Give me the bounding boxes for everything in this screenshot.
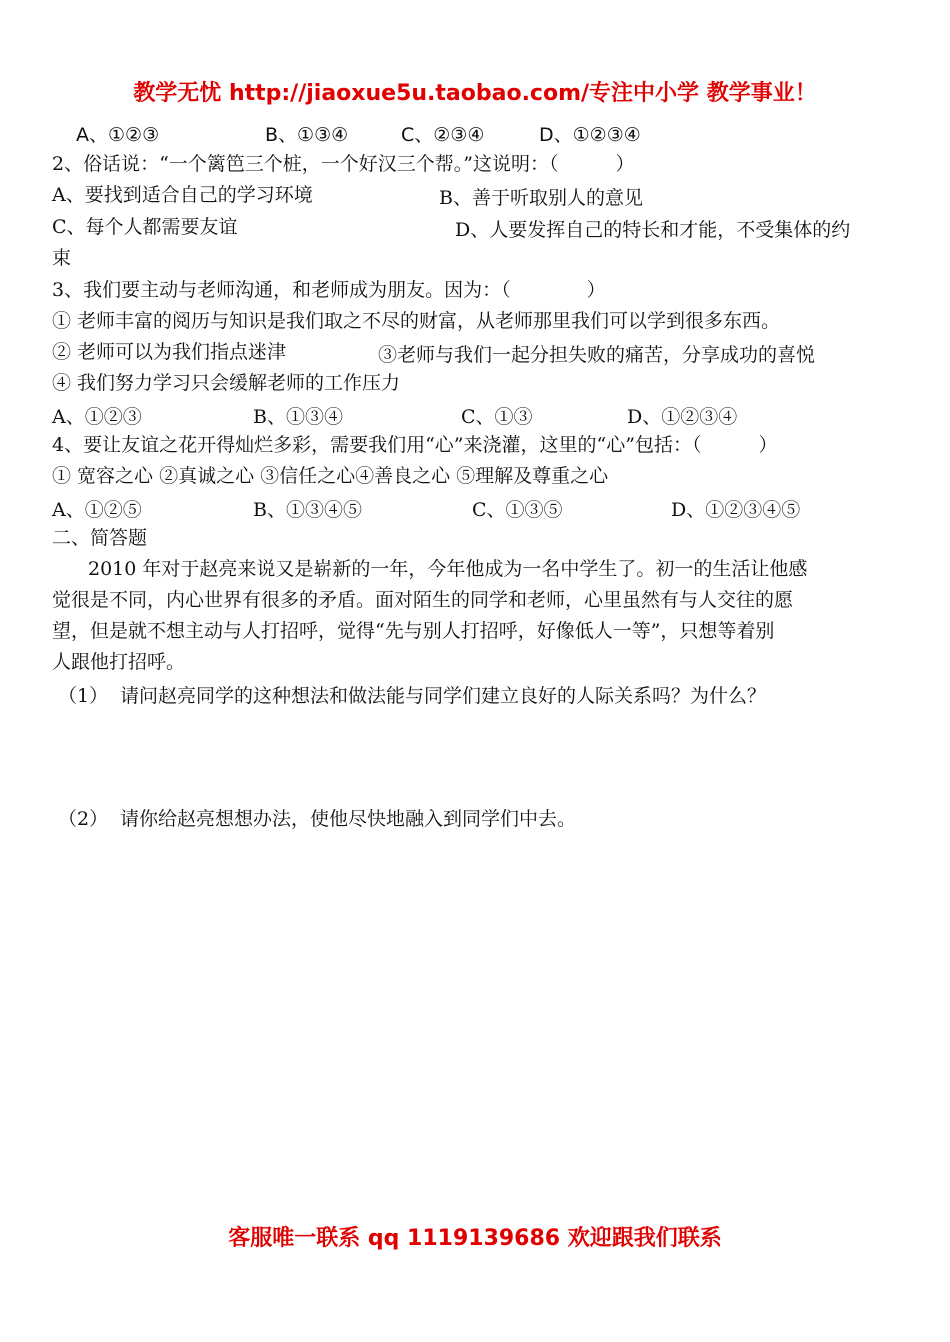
sub-question-1: 请问赵亮同学的这种想法和做法能与同学们建立良好的人际关系吗？为什么？ <box>120 685 767 707</box>
passage-line-2: 觉很是不同，内心世界有很多的矛盾。面对陌生的同学和老师，心里虽然有与人交往的愿 <box>52 589 794 611</box>
q4-items: ① 宽容之心 ②真诚之心 ③信任之心④善良之心 ⑤理解及尊重之心 <box>52 465 609 487</box>
q3-item-2: ② 老师可以为我们指点迷津 <box>52 341 287 363</box>
q3-item-4: ④ 我们努力学习只会缓解老师的工作压力 <box>52 372 401 394</box>
header-banner: 教学无忧 http://jiaoxue5u.taobao.com/专注中小学 教学事业！ <box>133 81 817 106</box>
q1-option-b: B、①③④ <box>265 124 349 146</box>
q1-option-d: D、①②③④ <box>539 124 641 146</box>
q4-option-c: C、①③⑤ <box>472 499 563 521</box>
q2-option-c: C、每个人都需要友谊 <box>52 216 238 238</box>
q3-item-1: ① 老师丰富的阅历与知识是我们取之不尽的财富，从老师那里我们可以学到很多东西。 <box>52 310 781 332</box>
q1-option-a: A、①②③ <box>76 124 160 146</box>
q4-stem: 4、要让友谊之花开得灿烂多彩，需要我们用“心”来浇灌，这里的“心”包括：（ ） <box>52 434 778 456</box>
q2-option-a: A、要找到适合自己的学习环境 <box>52 184 313 206</box>
q2-option-b: B、善于听取别人的意见 <box>439 187 643 209</box>
section-title: 二、简答题 <box>52 527 148 549</box>
passage-line-1: 2010 年对于赵亮来说又是崭新的一年，今年他成为一名中学生了。初一的生活让他感 <box>88 558 808 580</box>
q3-option-c: C、①③ <box>461 406 533 428</box>
q2-option-d-cont: 束 <box>52 247 72 269</box>
q3-option-d: D、①②③④ <box>627 406 738 428</box>
q4-option-d: D、①②③④⑤ <box>671 499 801 521</box>
sub-question-1-number: （1） <box>58 685 109 707</box>
passage-line-3: 望，但是就不想主动与人打招呼，觉得“先与别人打招呼，好像低人一等”，只想等着别 <box>52 620 775 642</box>
q4-option-b: B、①③④⑤ <box>253 499 362 521</box>
q3-item-3: ③老师与我们一起分担失败的痛苦，分享成功的喜悦 <box>378 344 816 366</box>
sub-question-2: 请你给赵亮想想办法，使他尽快地融入到同学们中去。 <box>120 808 577 830</box>
q2-option-d: D、人要发挥自己的特长和才能，不受集体的约 <box>455 219 851 241</box>
q2-stem: 2、俗话说：“一个篱笆三个桩，一个好汉三个帮。”这说明：（ ） <box>52 153 635 175</box>
q3-option-b: B、①③④ <box>253 406 343 428</box>
q3-option-a: A、①②③ <box>52 406 142 428</box>
sub-question-2-number: （2） <box>58 808 109 830</box>
q3-stem: 3、我们要主动与老师沟通，和老师成为朋友。因为：（ ） <box>52 279 606 301</box>
q1-option-c: C、②③④ <box>401 124 485 146</box>
passage-line-4: 人跟他打招呼。 <box>52 651 186 673</box>
footer-contact: 客服唯一联系 qq 1119139686 欢迎跟我们联系 <box>228 1226 722 1251</box>
q4-option-a: A、①②⑤ <box>52 499 142 521</box>
